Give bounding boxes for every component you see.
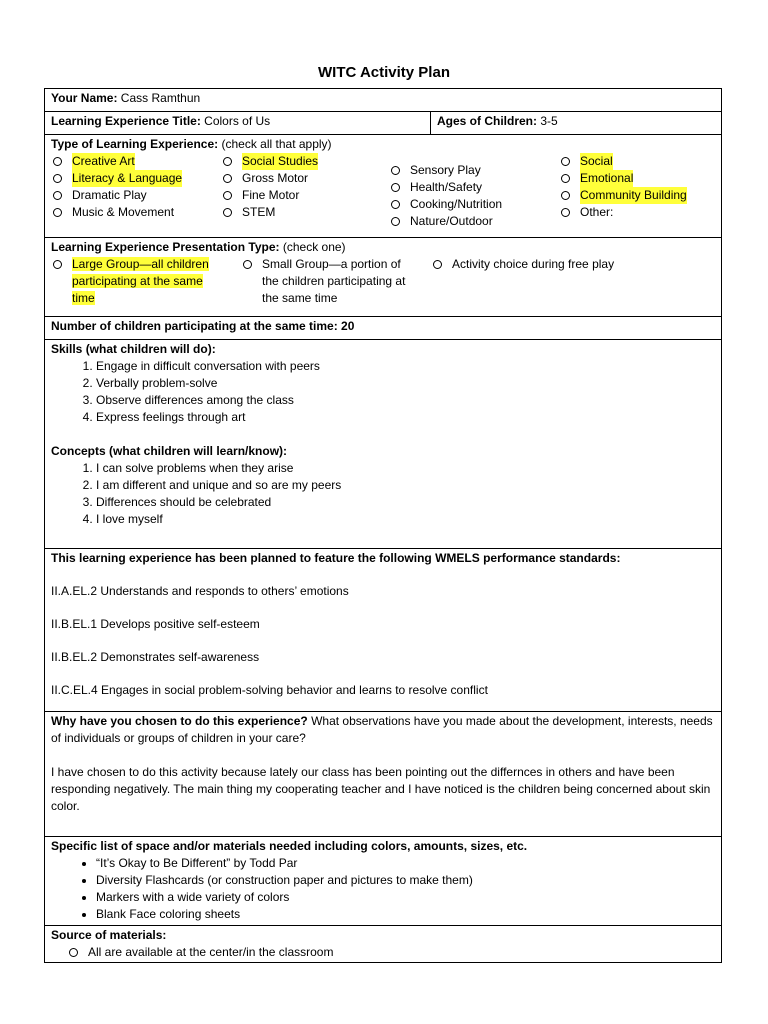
name-value: Cass Ramthun	[117, 91, 201, 105]
option-other[interactable]: Other:	[559, 204, 709, 221]
why-question: Why have you chosen to do this experience?	[51, 714, 308, 728]
option-sensory-play[interactable]: Sensory Play	[389, 162, 559, 179]
type-col-4	[559, 153, 709, 230]
list-item: 4. Express feelings through art	[96, 409, 715, 426]
list-item: 3. Observe differences among the class	[96, 392, 715, 409]
option-social[interactable]: Social	[559, 153, 709, 170]
circle-bullet-icon	[69, 948, 78, 957]
option-emotional[interactable]: Emotional	[559, 170, 709, 187]
skills-label: Skills (what children will do):	[51, 342, 216, 356]
list-item: 1. Engage in difficult conversation with peers	[96, 358, 715, 375]
name-row	[45, 89, 722, 112]
list-item: • Markers with a wide variety of colors	[96, 889, 715, 906]
circle-checkbox-icon[interactable]	[223, 174, 232, 183]
option-free-play[interactable]: Activity choice during free play	[431, 256, 681, 307]
source-row	[45, 926, 722, 963]
circle-checkbox-icon[interactable]	[53, 191, 62, 200]
option-stem[interactable]: STEM	[221, 204, 389, 221]
type-col-3	[389, 153, 559, 230]
materials-label: Specific list of space and/or materials needed including colors, amounts, sizes, etc.	[51, 839, 528, 853]
circle-checkbox-icon[interactable]	[53, 260, 62, 269]
circle-checkbox-icon[interactable]	[53, 174, 62, 183]
standard-item: II.A.EL.2 Understands and responds to others’ emotions	[51, 584, 349, 598]
option-fine-motor[interactable]: Fine Motor	[221, 187, 389, 204]
option-cooking-nutrition[interactable]: Cooking/Nutrition	[389, 196, 559, 213]
option-dramatic-play[interactable]: Dramatic Play	[51, 187, 221, 204]
concepts-label: Concepts (what children will learn/know):	[51, 444, 288, 458]
presentation-row	[45, 238, 722, 317]
standards-row	[45, 549, 722, 712]
option-nature-outdoor[interactable]: Nature/Outdoor	[389, 213, 559, 230]
source-label: Source of materials:	[51, 928, 167, 942]
standard-item: II.B.EL.1 Develops positive self-esteem	[51, 617, 260, 631]
type-row	[45, 135, 722, 238]
circle-checkbox-icon[interactable]	[391, 200, 400, 209]
circle-checkbox-icon[interactable]	[391, 183, 400, 192]
why-question-2: What observations have you made about the development, interests, needs of individuals or groups of children in your care?	[51, 714, 713, 745]
circle-checkbox-icon[interactable]	[223, 157, 232, 166]
title-row	[45, 112, 722, 135]
circle-checkbox-icon[interactable]	[433, 260, 442, 269]
presentation-label: Learning Experience Presentation Type:	[51, 240, 280, 254]
list-item: 2. Verbally problem-solve	[96, 375, 715, 392]
option-creative-art[interactable]: Creative Art	[51, 153, 221, 170]
standard-item: II.B.EL.2 Demonstrates self-awareness	[51, 650, 260, 664]
skills-concepts-row	[45, 340, 722, 549]
concepts-list	[51, 460, 715, 528]
standard-item: II.C.EL.4 Engages in social problem-solving behavior and learns to resolve conflict	[51, 683, 488, 697]
option-social-studies[interactable]: Social Studies	[221, 153, 389, 170]
list-item: 3. Differences should be celebrated	[96, 494, 715, 511]
circle-checkbox-icon[interactable]	[243, 260, 252, 269]
materials-row	[45, 837, 722, 926]
circle-checkbox-icon[interactable]	[561, 174, 570, 183]
option-music-movement[interactable]: Music & Movement	[51, 204, 221, 221]
standards-label: This learning experience has been planned to feature the following WMELS performance standards:	[51, 551, 621, 565]
type-col-1	[51, 153, 221, 230]
circle-checkbox-icon[interactable]	[561, 208, 570, 217]
ages-value: 3-5	[537, 114, 558, 128]
list-item: • Diversity Flashcards (or construction paper and pictures to make them)	[96, 872, 715, 889]
ages-label: Ages of Children:	[437, 114, 538, 128]
circle-checkbox-icon[interactable]	[53, 157, 62, 166]
option-large-group[interactable]: Large Group—all children participating at the same time	[51, 256, 241, 307]
type-label: Type of Learning Experience:	[51, 137, 219, 151]
title-value: Colors of Us	[200, 114, 271, 128]
why-answer: I have chosen to do this activity because lately our class has been pointing out the differnces in others and have been responding negatively. The main thing my cooperating teacher and I have noticed is the children being concerned about skin color.	[51, 765, 711, 813]
presentation-options	[51, 256, 715, 307]
circle-checkbox-icon[interactable]	[561, 191, 570, 200]
circle-checkbox-icon[interactable]	[391, 217, 400, 226]
document-title: WITC Activity Plan	[318, 64, 450, 81]
type-options	[51, 153, 715, 230]
activity-plan-table	[44, 88, 722, 963]
list-item: 2. I am different and unique and so are my peers	[96, 477, 715, 494]
circle-checkbox-icon[interactable]	[223, 208, 232, 217]
list-item: • “It’s Okay to Be Different” by Todd Par	[96, 855, 715, 872]
skills-list	[51, 358, 715, 426]
title-label: Learning Experience Title:	[51, 114, 201, 128]
circle-checkbox-icon[interactable]	[53, 208, 62, 217]
list-item: 4. I love myself	[96, 511, 715, 528]
circle-checkbox-icon[interactable]	[223, 191, 232, 200]
why-row	[45, 712, 722, 837]
type-note: (check all that apply)	[218, 137, 332, 151]
number-label: Number of children participating at the same time: 20	[51, 319, 355, 333]
circle-checkbox-icon[interactable]	[391, 166, 400, 175]
circle-checkbox-icon[interactable]	[561, 157, 570, 166]
presentation-note: (check one)	[279, 240, 346, 254]
materials-list	[51, 855, 715, 923]
type-col-2	[221, 153, 389, 230]
source-item: All are available at the center/in the classroom	[51, 944, 715, 961]
name-label: Your Name:	[51, 91, 118, 105]
list-item: 1. I can solve problems when they arise	[96, 460, 715, 477]
number-row	[45, 317, 722, 340]
option-health-safety[interactable]: Health/Safety	[389, 179, 559, 196]
option-gross-motor[interactable]: Gross Motor	[221, 170, 389, 187]
option-community-building[interactable]: Community Building	[559, 187, 709, 204]
option-small-group[interactable]: Small Group—a portion of the children participating at the same time	[241, 256, 431, 307]
option-literacy-language[interactable]: Literacy & Language	[51, 170, 221, 187]
list-item: • Blank Face coloring sheets	[96, 906, 715, 923]
